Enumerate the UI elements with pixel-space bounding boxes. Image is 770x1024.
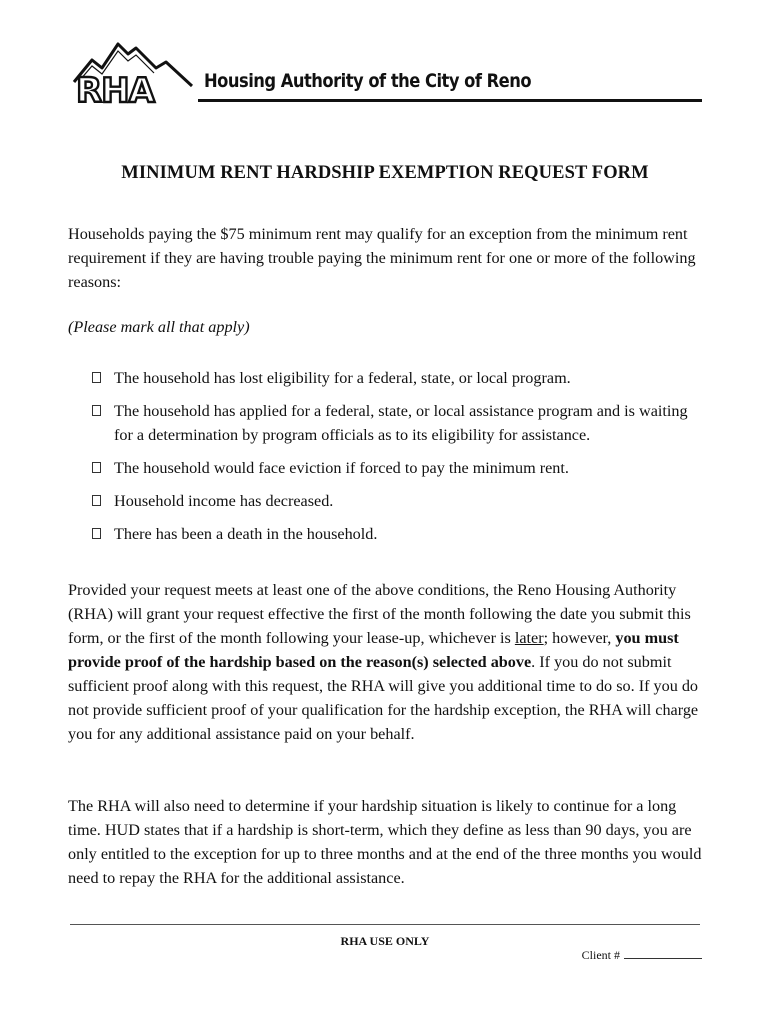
reason-item <box>90 456 702 480</box>
client-number-field <box>582 948 702 963</box>
form-title: MINIMUM RENT HARDSHIP EXEMPTION REQUEST FORM <box>121 163 649 183</box>
reasons-checklist <box>90 366 702 555</box>
intro-paragraph: Households paying the $75 minimum rent may qualify for an exception from the minimum rent requirement if they are having trouble paying the minimum rent for one or more of the following reasons: <box>68 225 696 291</box>
reason-checkbox[interactable] <box>92 405 101 416</box>
conditions-underlined: later <box>514 629 544 647</box>
reason-item <box>90 522 702 546</box>
reason-label: The household has lost eligibility for a federal, state, or local program. <box>114 369 571 387</box>
reason-checkbox[interactable] <box>92 372 101 383</box>
reason-checkbox[interactable] <box>92 528 101 539</box>
conditions-text-3: . If you do not submit sufficient proof along with this request, the RHA will give you additional time to do so. If you do not provide sufficient proof of your qualification for the hardship exception, the RHA will charge you for any additional assistance paid on your behalf. <box>68 653 699 743</box>
footer-divider <box>70 924 700 925</box>
header-divider <box>198 99 702 102</box>
logo-text: RHA <box>76 71 154 108</box>
conditions-paragraph <box>68 578 704 746</box>
letterhead <box>70 36 702 108</box>
reason-checkbox[interactable] <box>92 462 101 473</box>
rha-logo <box>70 36 198 108</box>
client-number-label: Client # <box>581 948 620 962</box>
reason-checkbox[interactable] <box>92 495 101 506</box>
duration-paragraph: The RHA will also need to determine if your hardship situation is likely to continue for a long time. HUD states that if a hardship is short-term, which they define as less than 90 days, you are only entitled to the exception for up to three months and at the end of the three months you would need to repay the RHA for the additional assistance. <box>68 797 702 887</box>
reason-label: The household would face eviction if forced to pay the minimum rent. <box>114 459 569 477</box>
reason-label: The household has applied for a federal, state, or local assistance program and is waiting for a determination by program officials as to its eligibility for assistance. <box>114 402 688 444</box>
reason-item <box>90 399 702 447</box>
reason-item <box>90 489 702 513</box>
conditions-bold: you must provide proof of the hardship based on the reason(s) selected above <box>68 629 679 671</box>
office-use-label: RHA USE ONLY <box>340 934 430 948</box>
instruction-text: (Please mark all that apply) <box>68 318 250 336</box>
conditions-text-2: ; however, <box>543 629 616 647</box>
client-number-input[interactable] <box>624 948 702 959</box>
conditions-text-1: Provided your request meets at least one of the above conditions, the Reno Housing Authority (RHA) will grant your request effective the first of the month following the date you submit this form, or the first of the month following your lease-up, whichever is <box>68 581 691 647</box>
reason-item <box>90 366 702 390</box>
reason-label: Household income has decreased. <box>114 492 334 510</box>
organization-name: Housing Authority of the City of Reno <box>204 70 532 92</box>
reason-label: There has been a death in the household. <box>114 525 378 543</box>
